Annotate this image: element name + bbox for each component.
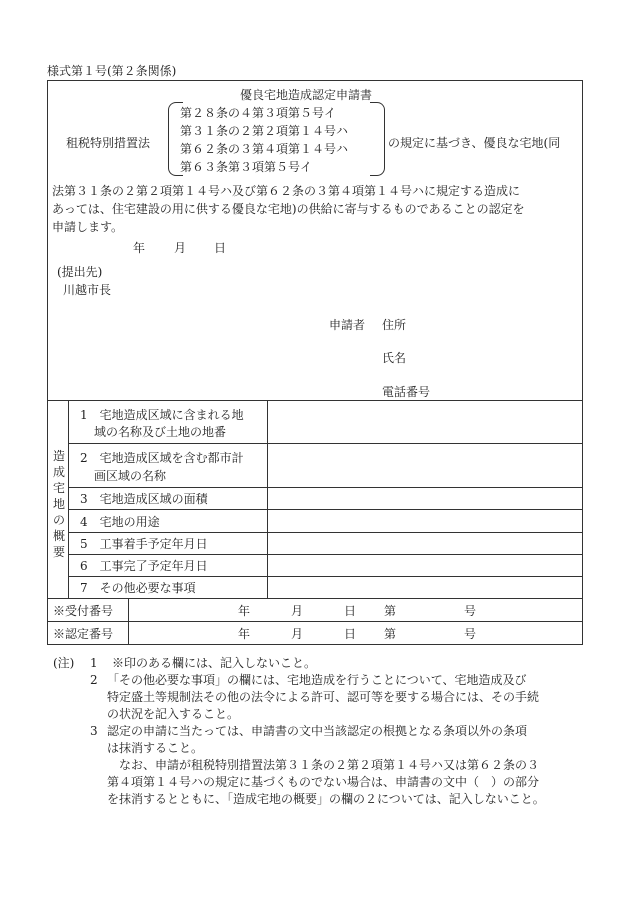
item-6: 6 工事完了予定年月日 bbox=[80, 559, 208, 573]
date-day: 日 bbox=[214, 241, 227, 255]
divider bbox=[68, 400, 69, 598]
approval-dai: 第 bbox=[384, 627, 397, 641]
divider bbox=[68, 576, 583, 577]
approval-day: 日 bbox=[344, 627, 357, 641]
item-1-line-1: 1 宅地造成区域に含まれる地 bbox=[80, 408, 244, 422]
item-2-line-1: 2 宅地造成区域を含む都市計 bbox=[80, 451, 244, 465]
receipt-label: ※受付番号 bbox=[53, 604, 114, 618]
note-1-text: ※印のある欄には、記入しないこと。 bbox=[112, 656, 317, 670]
item-5: 5 工事着手予定年月日 bbox=[80, 537, 208, 551]
clause-2: 第３１条の２第２項第１４号ハ bbox=[180, 124, 349, 138]
submit-to: 川越市長 bbox=[63, 283, 112, 297]
note-2-number: 2 bbox=[90, 673, 98, 687]
clause-4: 第６３条第３項第５号イ bbox=[180, 160, 313, 174]
clause-1: 第２８条の４第３項第５号イ bbox=[180, 106, 337, 120]
divider bbox=[47, 400, 583, 401]
date-year: 年 bbox=[133, 241, 146, 255]
item-2-line-2: 画区域の名称 bbox=[94, 469, 167, 483]
notes-label: (注) bbox=[53, 656, 75, 670]
note-3-line-2: は抹消すること。 bbox=[107, 741, 204, 755]
approval-label: ※認定番号 bbox=[53, 627, 114, 641]
note-4-line-3: を抹消するとともに、「造成宅地の概要」の欄の２については、記入しないこと。 bbox=[107, 792, 545, 806]
note-1-number: 1 bbox=[90, 656, 98, 670]
item-4: 4 宅地の用途 bbox=[80, 515, 160, 529]
after-clauses-text: の規定に基づき、優良な宅地(同 bbox=[388, 136, 561, 150]
applicant-address-label: 住所 bbox=[382, 318, 407, 332]
item-3: 3 宅地造成区域の面積 bbox=[80, 492, 208, 506]
receipt-dai: 第 bbox=[384, 604, 397, 618]
note-4-line-1: なお、申請が租税特別措置法第３１条の２第２項第１４号ハ又は第６２条の３ bbox=[119, 758, 540, 772]
law-name: 租税特別措置法 bbox=[66, 136, 151, 150]
approval-year: 年 bbox=[238, 627, 251, 641]
approval-go: 号 bbox=[464, 627, 477, 641]
form-id: 様式第１号(第２条関係) bbox=[47, 64, 177, 78]
overview-label: 造成宅地の概要 bbox=[52, 449, 65, 559]
receipt-month: 月 bbox=[291, 604, 304, 618]
note-2-line-1: 「その他必要な事項」の欄には、宅地造成を行うことについて、宅地造成及び bbox=[107, 673, 527, 687]
divider bbox=[267, 400, 268, 598]
applicant-phone-label: 電話番号 bbox=[382, 385, 431, 399]
divider bbox=[68, 487, 583, 488]
note-2-line-3: の状況を記入すること。 bbox=[107, 707, 240, 721]
approval-month: 月 bbox=[291, 627, 304, 641]
divider bbox=[68, 509, 583, 510]
divider bbox=[68, 532, 583, 533]
body-line-3: 申請します。 bbox=[52, 220, 124, 234]
body-line-1: 法第３１条の２第２項第１４号ハ及び第６２条の３第４項第１４号ハに規定する造成に bbox=[52, 184, 521, 198]
divider bbox=[68, 554, 583, 555]
date-month: 月 bbox=[174, 241, 187, 255]
note-3-number: 3 bbox=[90, 724, 98, 738]
divider bbox=[68, 443, 583, 444]
receipt-day: 日 bbox=[344, 604, 357, 618]
clause-3: 第６２条の３第４項第１４号ハ bbox=[180, 142, 349, 156]
item-1-line-2: 域の名称及び土地の地番 bbox=[94, 425, 227, 439]
form-title: 優良宅地造成認定申請書 bbox=[240, 88, 373, 102]
item-7: 7 その他必要な事項 bbox=[80, 581, 196, 595]
body-line-2: あっては、住宅建設の用に供する優良な宅地)の供給に寄与するものであることの認定を bbox=[52, 202, 525, 216]
applicant-name-label: 氏名 bbox=[382, 351, 407, 365]
receipt-go: 号 bbox=[464, 604, 477, 618]
divider bbox=[128, 598, 129, 645]
note-4-line-2: 第４項第１４号ハの規定に基づくものでない場合は、申請書の文中（ ）の部分 bbox=[107, 775, 540, 789]
right-brace bbox=[370, 102, 385, 176]
receipt-year: 年 bbox=[238, 604, 251, 618]
applicant-label: 申請者 bbox=[329, 318, 366, 332]
submit-to-label: (提出先) bbox=[57, 265, 103, 279]
note-2-line-2: 特定盛土等規制法その他の法令による許可、認可等を要する場合には、その手続 bbox=[107, 690, 540, 704]
note-3-line-1: 認定の申請に当たっては、申請書の文中当該認定の根拠となる条項以外の条項 bbox=[107, 724, 528, 738]
